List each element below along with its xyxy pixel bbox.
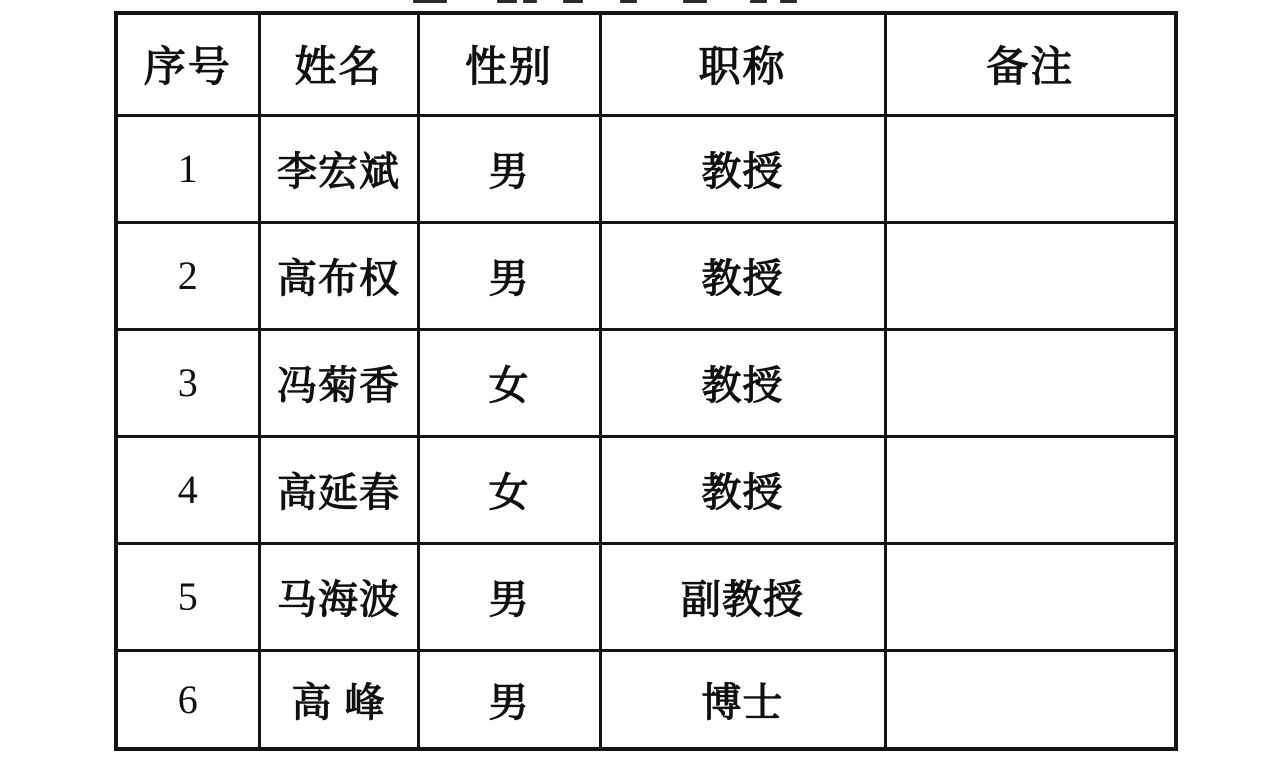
- cropped-text-artifact: [620, 0, 637, 3]
- cell-title: 博士: [600, 650, 885, 749]
- cropped-text-artifact: [683, 0, 707, 3]
- cell-name: 马海波: [259, 543, 418, 650]
- personnel-table: [114, 11, 1178, 751]
- column-header-title: 职称: [600, 13, 885, 115]
- cell-gender: 女: [418, 329, 600, 436]
- cell-title: 教授: [600, 115, 885, 222]
- cell-number: 4: [116, 436, 259, 543]
- cell-name: 李宏斌: [259, 115, 418, 222]
- cell-name: 冯菊香: [259, 329, 418, 436]
- cell-title: 教授: [600, 436, 885, 543]
- cell-gender: 女: [418, 436, 600, 543]
- cell-number: 2: [116, 222, 259, 329]
- cropped-text-artifact: [497, 0, 517, 3]
- cell-remarks: [885, 329, 1176, 436]
- cell-gender: 男: [418, 543, 600, 650]
- column-header-gender: 性别: [418, 13, 600, 115]
- table-row: [116, 222, 1176, 329]
- cropped-text-artifact: [750, 0, 767, 3]
- cell-gender: 男: [418, 115, 600, 222]
- cell-remarks: [885, 222, 1176, 329]
- cell-title: 副教授: [600, 543, 885, 650]
- cell-remarks: [885, 543, 1176, 650]
- cell-name: 高延春: [259, 436, 418, 543]
- column-header-remarks: 备注: [885, 13, 1176, 115]
- table-row: [116, 329, 1176, 436]
- cropped-text-artifact: [413, 0, 447, 3]
- cell-title: 教授: [600, 222, 885, 329]
- cell-name: 高布权: [259, 222, 418, 329]
- table-row: [116, 650, 1176, 749]
- cell-remarks: [885, 115, 1176, 222]
- cropped-text-artifact: [523, 0, 537, 3]
- cell-number: 3: [116, 329, 259, 436]
- table-row: [116, 436, 1176, 543]
- cell-gender: 男: [418, 650, 600, 749]
- cropped-text-artifact: [780, 0, 797, 3]
- cell-remarks: [885, 650, 1176, 749]
- cell-number: 1: [116, 115, 259, 222]
- cell-gender: 男: [418, 222, 600, 329]
- column-header-name: 姓名: [259, 13, 418, 115]
- cell-number: 6: [116, 650, 259, 749]
- cell-name: 高 峰: [259, 650, 418, 749]
- table-row: [116, 543, 1176, 650]
- table-row: [116, 115, 1176, 222]
- cell-number: 5: [116, 543, 259, 650]
- cell-remarks: [885, 436, 1176, 543]
- cell-title: 教授: [600, 329, 885, 436]
- table-header-row: [116, 13, 1176, 115]
- column-header-number: 序号: [116, 13, 259, 115]
- cropped-text-artifact: [563, 0, 583, 3]
